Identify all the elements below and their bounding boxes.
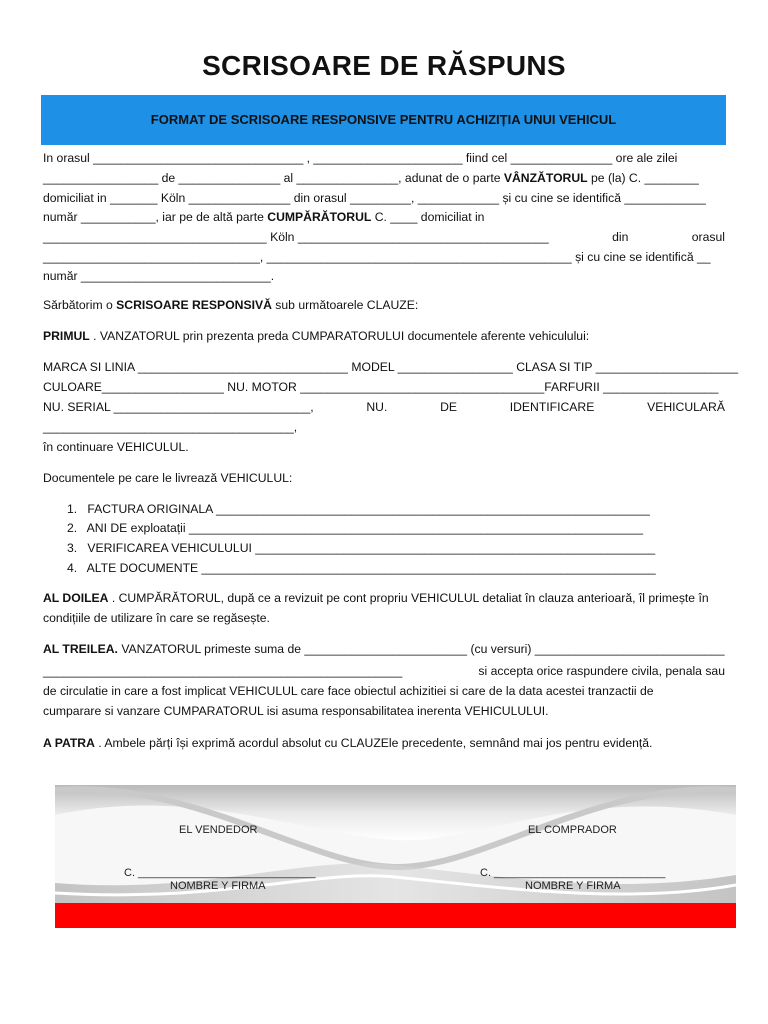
vehicle-line-1: MARCA SI LINIA _______________________________ MODEL _________________ CLASA SI TIP _____________________ [43,360,739,374]
seller-signature-line: C. _____________________________ [124,867,316,879]
intro-line-5 [43,230,725,244]
intro-line-2 [43,171,699,185]
clause-4-text: . Ambele părți își exprimă acordul absolut cu CLAUZEle precedente, semnând mai jos pentru evidență. [94,736,653,750]
intro-line-6: ________________________________, _____________________________________________ și cu cine se identifică __ [43,250,711,264]
intro-line-2-text: _________________ de _______________ al _______________, adunat de o parte [43,171,504,185]
clause-1-text: . VANZATORUL prin prezenta preda CUMPARATORULUI documentele aferente vehiculului: [89,329,590,343]
clause-2-line-2: condițiile de utilizare în care se regăsește. [43,611,270,625]
celebrate-line [43,298,418,312]
vehicle-line-5: în continuare VEHICULUL. [43,440,189,454]
clause-3-line-3: de circulatie in care a fost implicat VEHICULUL care face obiectul achizitiei si care de la data acestei tranzactii de [43,684,654,698]
clause-1 [43,329,589,343]
vehicle-id-w4: VEHICULARĂ [647,400,725,414]
red-footer-bar [55,903,736,928]
clause-4-label: A PATRA [43,736,95,750]
doc-item: 2. ANI DE exploatații ___________________________________________________________________ [67,521,644,535]
signature-background [55,785,736,928]
clause-3-line-4: cumparare si vanzare CUMPARATORUL isi asuma responsabilitatea inerenta VEHICULULUI. [43,704,549,718]
clause-3-text-2: si accepta orice raspundere civila, penala sau [478,664,725,678]
seller-name-sign-label: NOMBRE Y FIRMA [170,880,266,892]
vehicle-line-4: _____________________________________, [43,420,298,434]
intro-line-4 [43,210,484,224]
signature-panel [55,785,736,928]
doc-item: 4. ALTE DOCUMENTE ___________________________________________________________________ [67,561,656,575]
clause-3-label: AL TREILEA. [43,642,118,656]
seller-heading: EL VENDEDOR [179,824,258,836]
clause-3-line-1 [43,642,725,656]
vehicle-line-2: CULOARE__________________ NU. MOTOR ____________________________________FARFURII _________________ [43,380,719,394]
intro-line-4-tail: C. ____ domiciliat in [371,210,485,224]
buyer-signature-line: C. ____________________________ [480,867,666,879]
intro-line-7: număr ____________________________. [43,269,275,283]
document-title: SCRISOARE DE RĂSPUNS [202,50,566,81]
celebrate-text: Sărbătorim o [43,298,117,312]
intro-line-1: In orasul _______________________________ , ______________________ fiind cel _______________ ore ale zilei [43,151,678,165]
doc-item: 3. VERIFICAREA VEHICULULUI ___________________________________________________________ [67,541,656,555]
docs-intro: Documentele pe care le livrează VEHICULUL: [43,471,293,485]
header-banner [41,95,726,145]
intro-line-2-tail: pe (la) C. ________ [587,171,699,185]
buyer-name-sign-label: NOMBRE Y FIRMA [525,880,621,892]
serial-field: NU. SERIAL _____________________________, [43,400,314,414]
vehicle-id-w3: IDENTIFICARE [509,400,595,414]
vehicle-line-3 [43,400,725,414]
celebrate-tail: sub următoarele CLAUZE: [271,298,419,312]
buyer-keyword: CUMPĂRĂTORUL [267,210,372,224]
intro-line-4-text: număr ___________, iar pe de altă parte [43,210,268,224]
celebrate-bold: SCRISOARE RESPONSIVĂ [116,298,272,312]
clause-3-text: VANZATORUL primeste suma de ________________________ (cu versuri) ____________________________ [117,642,725,656]
intro-line-5-din: din [612,230,629,244]
doc-item: 1. FACTURA ORIGINALA ________________________________________________________________ [67,502,650,516]
clause-2-label: AL DOILEA [43,591,109,605]
clause-2-text: . CUMPĂRĂTORUL, după ce a revizuit pe cont propriu VEHICULUL detaliat în clauza anterioară, îl primește în [108,591,709,605]
seller-keyword: VÂNZĂTORUL [503,171,588,185]
clause-3-blank: _____________________________________________________ [43,664,403,678]
vehicle-id-w2: DE [440,400,457,414]
clause-1-label: PRIMUL [43,329,90,343]
intro-line-5-text: _________________________________ Köln _____________________________________ [43,230,549,244]
banner-title: FORMAT DE SCRISOARE RESPONSIVE PENTRU ACHIZIȚIA UNUI VEHICUL [150,112,617,127]
vehicle-id-w1: NU. [366,400,388,414]
buyer-heading: EL COMPRADOR [528,824,617,836]
intro-line-3: domiciliat in _______ Köln _______________ din orasul _________, ____________ și cu cine se identifică ____________ [43,191,706,205]
clause-4 [43,736,652,750]
clause-2-line-1 [43,591,709,605]
clause-3-line-2 [43,664,725,678]
intro-line-5-orasul: orasul [691,230,725,244]
